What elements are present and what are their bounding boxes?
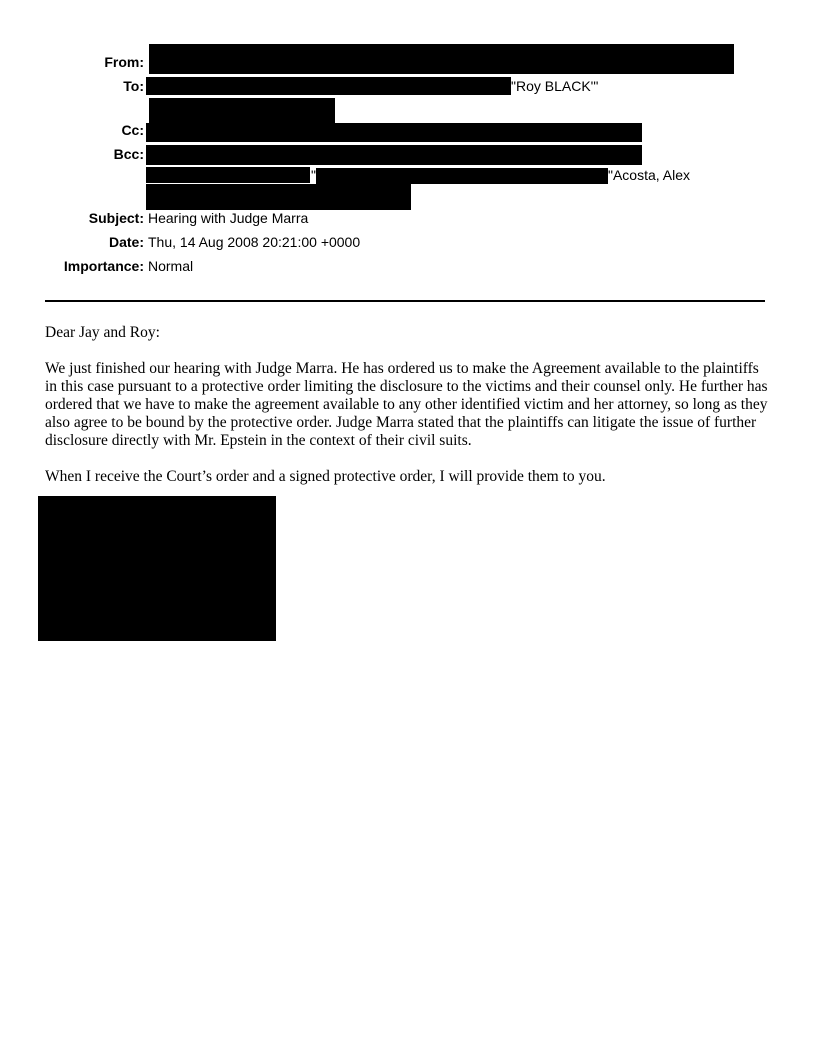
bcc-visible-name: "Acosta, Alex	[608, 167, 691, 183]
bcc-redaction	[146, 145, 642, 165]
cc-label: Cc:	[121, 122, 144, 138]
bcc-label: Bcc:	[113, 146, 144, 162]
bcc-redaction-4	[146, 184, 411, 210]
salutation: Dear Jay and Roy:	[45, 324, 160, 341]
body-paragraph-1: We just finished our hearing with Judge Marra. He has ordered us to make the Agreement available to the plaintiffs in this case pursuant to a protective order limiting the disclosure to the victims and their counsel only. He further has ordered that we have to make the agreement available to any other identified victim and her attorney, so long as they also agree to be bound by the protective order. Judge Marra stated that the plaintiffs can litigate the issue of further disclosure directly with Mr. Epstein in the context of their civil suits.	[45, 360, 768, 449]
subject-value: Hearing with Judge Marra	[148, 210, 309, 226]
body-paragraph-2: When I receive the Court’s order and a signed protective order, I will provide them to you.	[45, 468, 606, 485]
subject-label: Subject:	[88, 210, 144, 226]
from-redaction	[149, 44, 734, 74]
cc-redaction	[146, 123, 642, 142]
to-redaction	[146, 77, 511, 95]
from-label: From:	[104, 54, 144, 70]
date-label: Date:	[108, 234, 144, 250]
signature-redaction	[38, 496, 276, 641]
importance-value: Normal	[148, 258, 194, 274]
to-visible-name: "Roy BLACK'"	[511, 78, 599, 94]
bcc-quote-mark: "	[311, 167, 316, 183]
to-label: To:	[123, 78, 144, 94]
date-value: Thu, 14 Aug 2008 20:21:00 +0000	[148, 234, 361, 250]
bcc-redaction-2	[146, 167, 310, 183]
header-divider	[45, 300, 765, 302]
to-redaction-2	[149, 98, 335, 123]
bcc-redaction-3	[316, 168, 608, 184]
importance-label: Importance:	[63, 258, 144, 274]
